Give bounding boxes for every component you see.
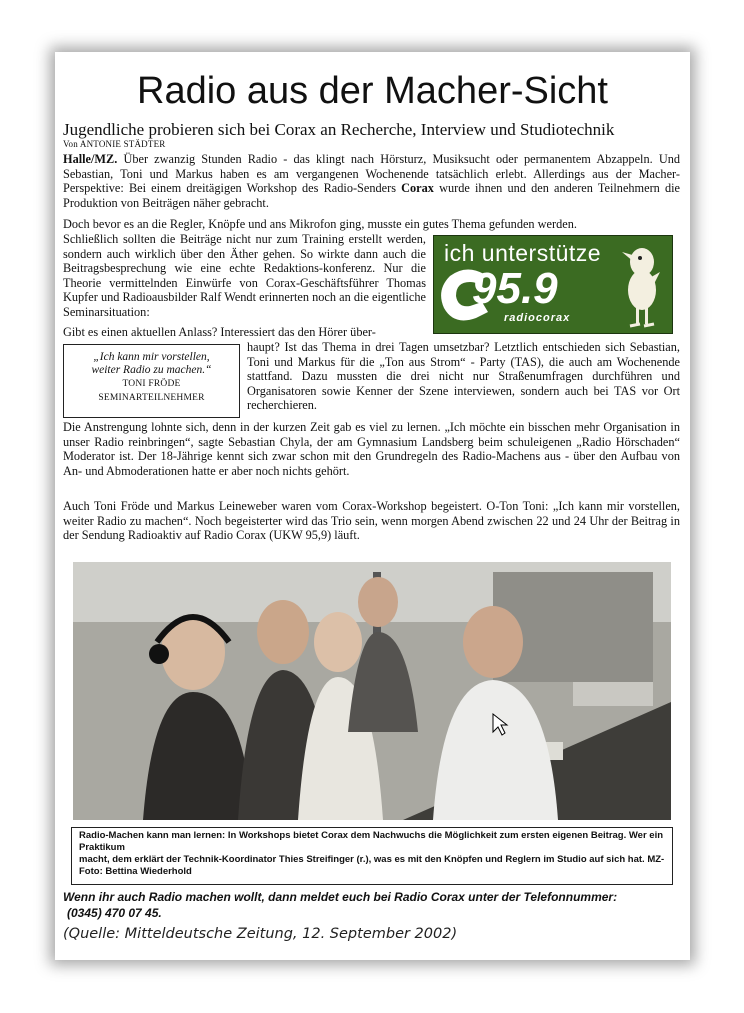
article-author: Von ANTONIE STÄDTER (63, 139, 166, 149)
ad-brand: radiocorax (504, 312, 571, 324)
ad-slogan: ich unterstütze (444, 240, 602, 266)
paragraph-2-lead: Doch bevor es an die Regler, Knöpfe und ans Mikrofon ging, musste ein gutes Thema gefunden werden. (63, 217, 577, 231)
article-paragraph-1 (63, 152, 680, 210)
paragraph-4-text: Die Anstrengung lohnte sich, denn in der kurzen Zeit gab es viel zu lernen. „Ich möchte ein bisschen mehr Organisation in unser Radio reinbringen“, sagte Sebastian Chyla, der am Gymnasium Landsberg beim schuleigenen „Radio Hörschaden“ Moderator ist. Der 18-Jährige kennt sich zwar schon mit den Grundregeln des Radio-Machens aus - über den Aufbau von An- und Abmoderationen hatte er aber noch nichts gehört. (63, 420, 680, 478)
paragraph-5-text: Auch Toni Fröde und Markus Leineweber waren vom Corax-Workshop begeistert. O-Ton Toni: „Ich kann mir vorstellen, weiter Radio zu machen“. Noch begeisterter wird das Trio sein, wenn morgen Abend zwischen 22 und 24 Uhr der Beitrag in der Sendung Radioaktiv auf Radio Corax (UKW 95,9) läuft. (63, 499, 680, 542)
quote-role: SEMINARTEILNEHMER (98, 393, 205, 403)
photo-caption (71, 827, 673, 885)
ad-frequency: 95.9 (472, 264, 558, 313)
radio-corax-ad (433, 235, 673, 334)
newspaper-clipping (55, 52, 690, 960)
article-paragraph-3 (247, 340, 680, 413)
article-title: Radio aus der Macher-Sicht (137, 70, 608, 112)
article-paragraph-2 (63, 232, 426, 319)
paragraph-3-lead: Gibt es einen aktuellen Anlass? Interessiert das den Hörer über- (63, 325, 376, 339)
raven-mascot-icon (616, 242, 666, 330)
quote-name: TONI FRÖDE (122, 379, 181, 389)
paragraph-1-end: wurde ihnen und den anderen Teilnehmern die Produktion von Beiträgen näher gebracht. (63, 181, 680, 210)
article-paragraph-2-lead (63, 217, 680, 232)
article-paragraph-3-lead (63, 325, 426, 340)
sender-name: Corax (401, 181, 434, 195)
studio-photo (73, 562, 671, 820)
source-note: (Quelle: Mitteldeutsche Zeitung, 12. September 2002) (63, 926, 458, 942)
paragraph-3-text: haupt? Ist das Thema in drei Tagen umsetzbar? Letztlich entschieden sich Sebastian, Toni und Markus für die „Ton aus Strom“ - Party (TAS), die auch am Wochenende stattfand. Dazu mussten die drei nicht nur Straßenumfragen durchführen und Organisatoren sowie Kenner der Szene interviewen, sondern auch bei TAS vor Ort recherchieren. (247, 340, 680, 412)
cta-phone: (0345) 470 07 45. (67, 905, 162, 920)
article-subtitle: Jugendliche probieren sich bei Corax an Recherche, Interview und Studiotechnik (63, 120, 615, 139)
caption-line-2: macht, dem erklärt der Technik-Koordinator Thies Streifinger (r.), was es mit den Knöpfen und Reglern im Studio auf sich hat. MZ-Foto: Bettina Wiederhold (79, 854, 665, 877)
pull-quote (63, 344, 240, 418)
quote-line-2: weiter Radio zu machen.“ (91, 364, 212, 376)
paragraph-1-text: Über zwanzig Stunden Radio - das klingt nach Hörsturz, Musiksucht oder permanentem Abzappeln. Und Sebastian, Toni und Markus haben es am vergangenen Wochenende tatsächlich erlebt. Allerdings aus der Macher-Perspektive: Bei einem dreitägigen Workshop des Radio-Senders (63, 152, 680, 195)
article-paragraph-5 (63, 499, 680, 543)
dateline: Halle/MZ. (63, 152, 118, 166)
paragraph-2-text: Schließlich sollten die Beiträge nicht nur zum Training erstellt werden, sondern auch wirklich über den Äther gehen. So wirkte dann auch die Beitragsbesprechung wie eine echte Redaktions-konferenz. Nur die Theorie vermittelnden Einwürfe von Corax-Geschäftsführer Thomas Kupfer und Radioausbilder Ralf Wendt erinnerten noch an die eigentliche Seminarsituation: (63, 232, 426, 319)
article-paragraph-4 (63, 420, 680, 478)
quote-line-1: „Ich kann mir vorstellen, (93, 351, 210, 363)
call-to-action (63, 890, 683, 921)
caption-line-1: Radio-Machen kann man lernen: In Workshops bietet Corax dem Nachwuchs die Möglichkeit zum ersten eigenen Beitrag. Wer ein Praktikum (79, 830, 664, 853)
cta-text: Wenn ihr auch Radio machen wollt, dann meldet euch bei Radio Corax unter der Telefonnummer: (63, 890, 618, 904)
studio-photo-illustration (73, 562, 671, 820)
